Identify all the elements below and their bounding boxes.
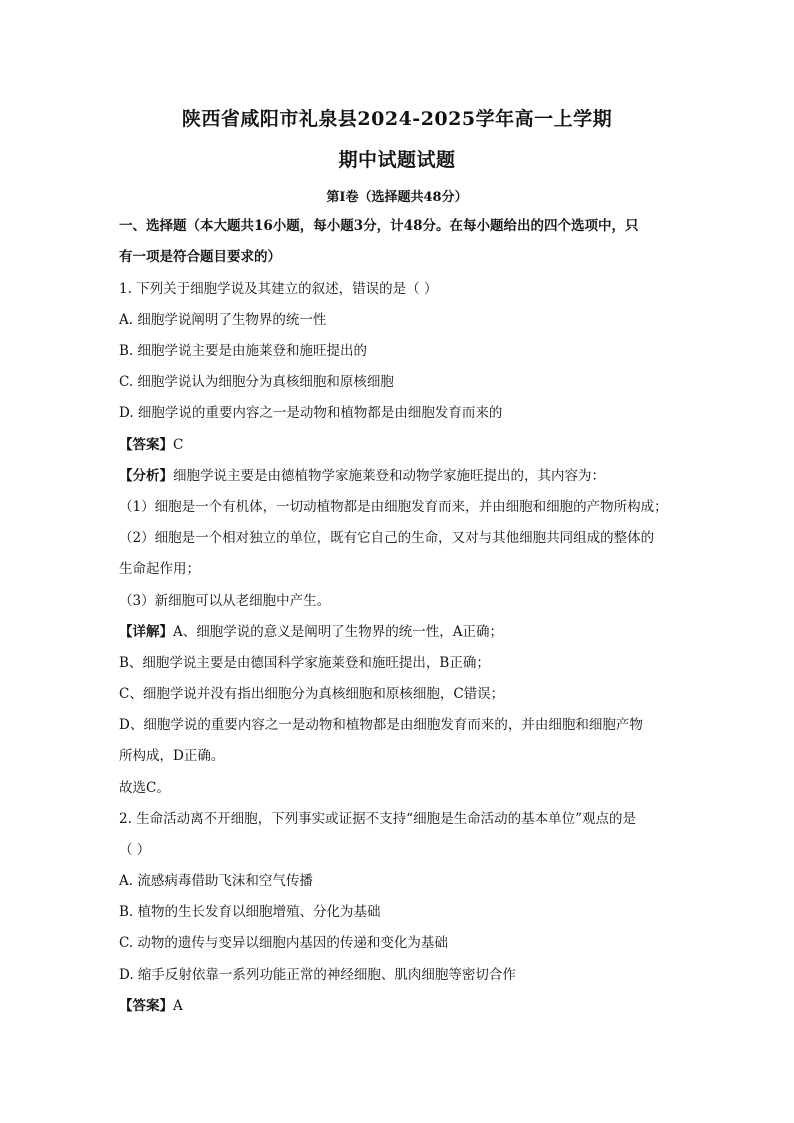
- q1-conclusion: 故选C。: [119, 780, 170, 796]
- q2-option-d: D. 缩手反射依靠一系列功能正常的神经细胞、肌肉细胞等密切合作: [119, 967, 516, 983]
- document-title-line2: 期中试题试题: [338, 149, 456, 171]
- q2-answer-value: A: [173, 998, 183, 1014]
- q2-option-a: A. 流感病毒借助飞沫和空气传播: [119, 873, 313, 889]
- section-instructions-line1: 一、选择题（本大题共16小题，每小题3分，计48分。在每小题给出的四个选项中，只: [119, 218, 639, 234]
- q1-answer-tag: 【答案】: [119, 437, 173, 453]
- q1-answer: [119, 436, 689, 454]
- q1-detail-line-b: B、细胞学说主要是由德国科学家施莱登和施旺提出，B正确；: [119, 655, 490, 671]
- q2-answer-tag: 【答案】: [119, 998, 173, 1014]
- q2-option-b: B. 植物的生长发育以细胞增殖、分化为基础: [119, 904, 381, 920]
- part-heading: 第Ⅰ卷（选择题共48分）: [326, 190, 468, 205]
- q2-stem-line2: （ ）: [119, 842, 151, 858]
- q2-option-c: C. 动物的遗传与变异以细胞内基因的传递和变化为基础: [119, 935, 448, 951]
- q1-stem: 1. 下列关于细胞学说及其建立的叙述，错误的是（ ）: [119, 281, 438, 297]
- q1-analysis-text: 细胞学说主要是由德植物学家施莱登和动物学家施旺提出的，其内容为：: [173, 468, 605, 484]
- section-instructions-line2: 有一项是符合题目要求的）: [119, 249, 281, 265]
- q1-detail-line-d: D、细胞学说的重要内容之一是动物和植物都是由细胞发育而来的，并由细胞和细胞产物: [119, 717, 643, 733]
- q1-detail-tag: 【详解】: [119, 624, 173, 640]
- q1-analysis-tag: 【分析】: [119, 468, 173, 484]
- q1-option-c: C. 细胞学说认为细胞分为真核细胞和原核细胞: [119, 374, 394, 390]
- q1-detail-line-c: C、细胞学说并没有指出细胞分为真核细胞和原核细胞，C错误；: [119, 686, 505, 702]
- q1-detail-first: A、细胞学说的意义是阐明了生物界的统一性，A正确；: [173, 624, 503, 640]
- q1-analysis-point-2-cont: 生命起作用；: [119, 561, 200, 577]
- q1-analysis-point-2: （2）细胞是一个相对独立的单位，既有它自己的生命，又对与其他细胞共同组成的整体的: [119, 530, 655, 546]
- q2-stem-line1: 2. 生命活动离不开细胞，下列事实或证据不支持“细胞是生命活动的基本单位”观点的是: [119, 811, 636, 827]
- q1-option-d: D. 细胞学说的重要内容之一是动物和植物都是由细胞发育而来的: [119, 405, 503, 421]
- q1-option-a: A. 细胞学说阐明了生物界的统一性: [119, 312, 327, 328]
- q1-detail: [119, 623, 689, 641]
- q1-option-b: B. 细胞学说主要是由施莱登和施旺提出的: [119, 343, 368, 359]
- document-title-line1: 陕西省咸阳市礼泉县2024-2025学年高一上学期: [181, 108, 613, 130]
- q1-answer-value: C: [173, 437, 184, 453]
- q1-detail-line-d-cont: 所构成，D正确。: [119, 748, 225, 764]
- q1-analysis-point-3: （3）新细胞可以从老细胞中产生。: [119, 593, 331, 609]
- q1-analysis-point-1: （1）细胞是一个有机体，一切动植物都是由细胞发育而来，并由细胞和细胞的产物所构成；: [119, 499, 668, 515]
- q1-analysis: [119, 467, 689, 485]
- q2-answer: [119, 997, 689, 1015]
